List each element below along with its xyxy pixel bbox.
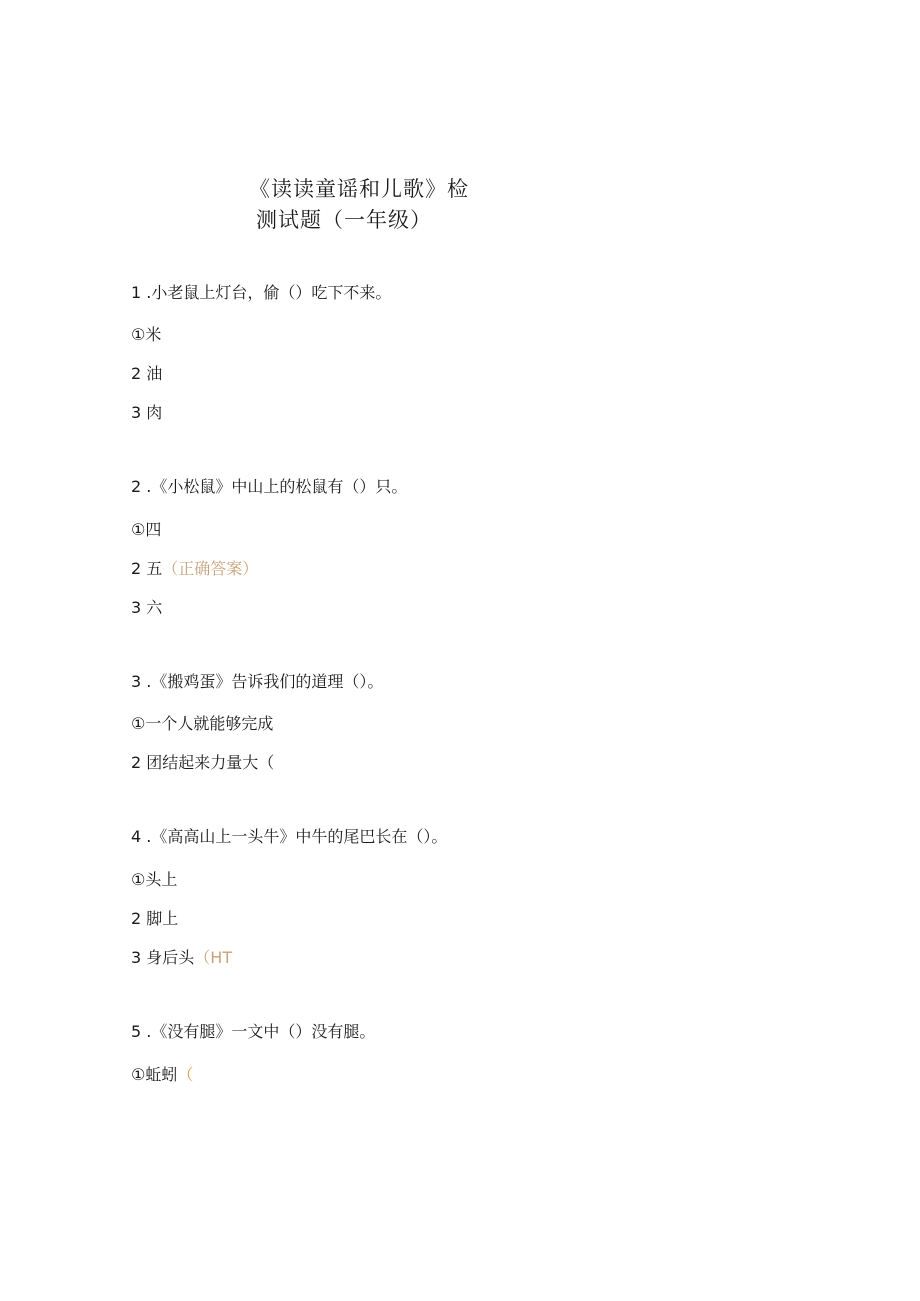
correct-answer-note: （正确答案） bbox=[162, 559, 259, 578]
question-3-option-1 bbox=[131, 713, 273, 735]
question-2-option-2 bbox=[131, 558, 258, 580]
option-text: ①蚯蚓 bbox=[131, 1065, 178, 1084]
question-1-option-1 bbox=[131, 324, 161, 346]
question-2-stem: 2 .《小松鼠》中山上的松鼠有（）只。 bbox=[131, 477, 408, 496]
option-text: ①四 bbox=[131, 520, 162, 539]
question-2-option-3 bbox=[131, 597, 162, 619]
question-1-option-3 bbox=[131, 402, 162, 424]
option-text: 3 六 bbox=[131, 598, 163, 617]
question-4-stem: 4 .《高高山上一头牛》中牛的尾巴长在（）。 bbox=[131, 827, 448, 846]
option-text: ①米 bbox=[131, 325, 162, 344]
question-5-option-1 bbox=[131, 1064, 193, 1086]
question-5-stem: 5 .《没有腿》一文中（）没有腿。 bbox=[131, 1022, 376, 1041]
question-3-stem: 3 .《搬鸡蛋》告诉我们的道理（）。 bbox=[131, 672, 384, 691]
option-text: 3 身后头 bbox=[131, 948, 195, 967]
answer-note: （HT bbox=[194, 948, 233, 967]
option-text: ①头上 bbox=[131, 870, 178, 889]
page-title-line-1: 《读读童谣和儿歌》检 bbox=[249, 177, 469, 201]
option-text: 2 油 bbox=[131, 364, 163, 383]
question-1-stem: 1 .小老鼠上灯台，偷（）吃下不来。 bbox=[131, 283, 392, 302]
option-text: ①一个人就能够完成 bbox=[131, 714, 274, 733]
page-title-line-2: 测试题（一年级） bbox=[256, 208, 432, 232]
option-text: 2 五 bbox=[131, 559, 163, 578]
question-1-option-2 bbox=[131, 363, 162, 385]
answer-note: （ bbox=[177, 1065, 194, 1084]
question-4-option-1 bbox=[131, 869, 177, 891]
option-text: 3 肉 bbox=[131, 403, 163, 422]
question-4-option-3 bbox=[131, 947, 232, 969]
option-text: 2 脚上 bbox=[131, 909, 179, 928]
question-2-option-1 bbox=[131, 519, 161, 541]
question-3-option-2 bbox=[131, 752, 274, 774]
question-4-option-2 bbox=[131, 908, 178, 930]
option-text: 2 团结起来力量大（ bbox=[131, 753, 275, 772]
